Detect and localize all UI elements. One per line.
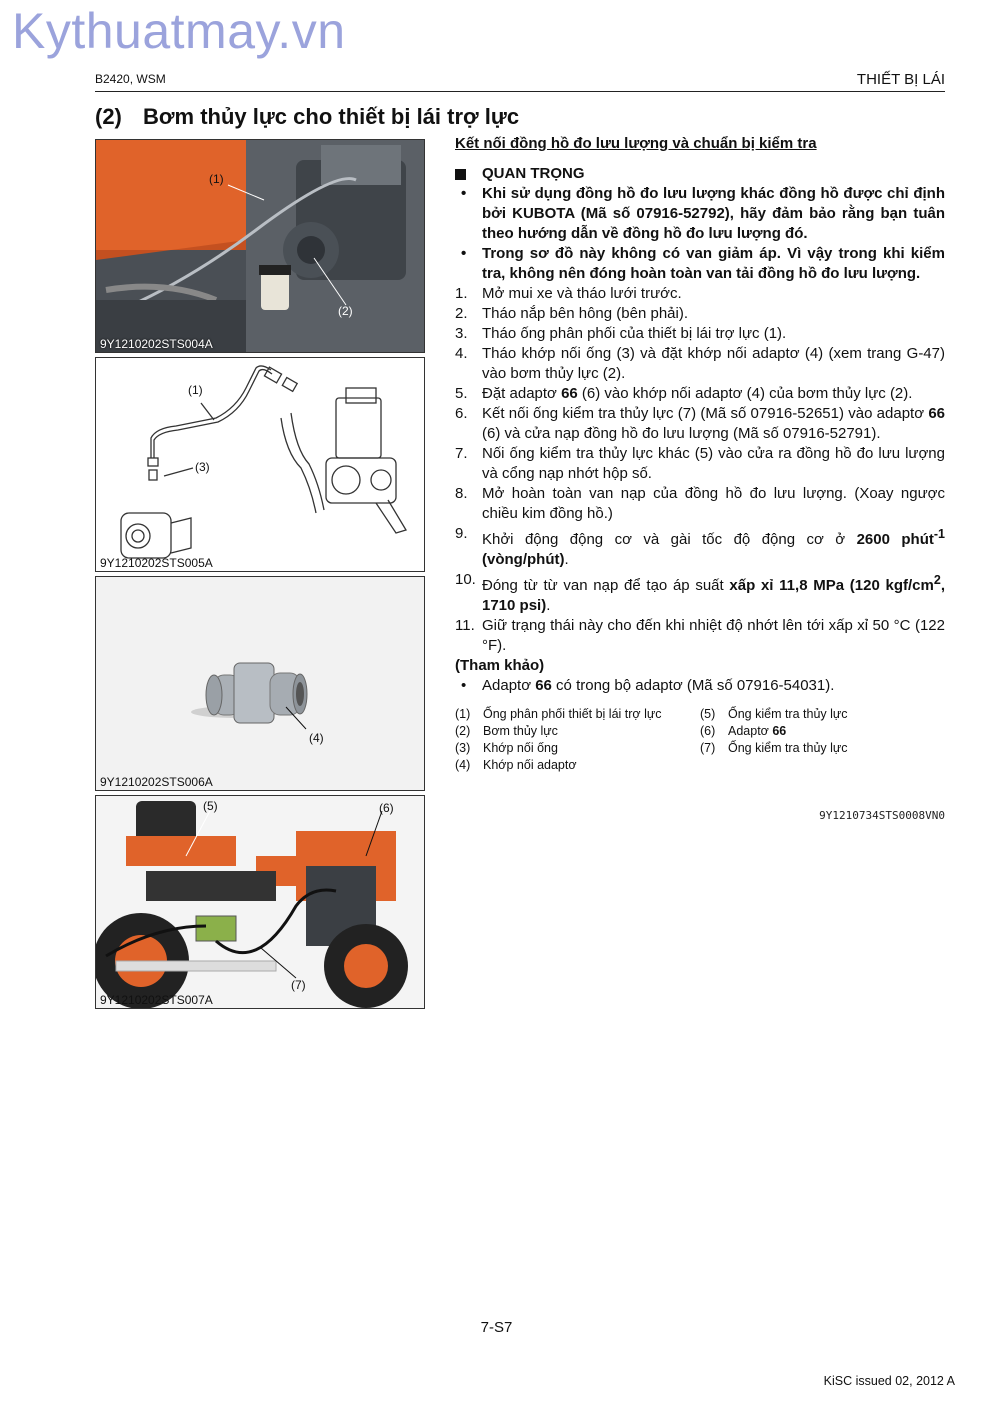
step-4: 4. Tháo khớp nối ống (3) và đặt khớp nối adaptơ (4) (xem trang G-47) vào bơm thủy lực (2). <box>455 345 945 382</box>
step-7: 7. Nối ống kiểm tra thủy lực khác (5) vào cửa ra đồng hồ đo lưu lượng và cổng nạp nhớt hộp số. <box>455 445 945 482</box>
step-3: 3. Tháo ống phân phối của thiết bị lái trợ lực (1). <box>455 325 787 342</box>
step-5: 5. Đặt adaptơ 66 (6) vào khớp nối adaptơ (4) của bơm thủy lực (2). <box>455 385 913 402</box>
pipe-diagram-illustration <box>96 358 424 571</box>
figure-tractor-photo <box>95 795 425 1009</box>
callout-2: (2) <box>338 304 353 318</box>
step-11: 11. Giữ trạng thái này cho đến khi nhiệt độ nhớt lên tới xấp xỉ 50 °C (122 °F). <box>455 617 945 654</box>
callout-6: (6) <box>379 801 394 815</box>
important-bullet: • Khi sử dụng đồng hồ đo lưu lượng khác đồng hồ được chỉ định bởi KUBOTA (Mã số 07916-52792), hãy đảm bảo rằng bạn tuân theo hướng dẫn về đồng hồ đo lưu lượng đó. <box>461 185 945 242</box>
legend-item: (1) Ống phân phối thiết bị lái trợ lực <box>455 707 662 721</box>
figure-caption: 9Y1210202STS007A <box>100 993 213 1007</box>
callout-4: (4) <box>309 731 324 745</box>
page-number: 7-S7 <box>480 1319 513 1336</box>
legend-item: (7) Ống kiểm tra thủy lực <box>700 741 848 755</box>
step-9: 9. Khởi động động cơ và gài tốc độ động cơ ở 2600 phút$^{-1}$ (vòng/phút). <box>455 525 945 568</box>
figure-engine-photo <box>95 139 425 353</box>
callout-5: (5) <box>203 799 218 813</box>
reference-heading: (Tham khảo) <box>455 657 545 674</box>
section-title <box>95 104 519 130</box>
tractor-photo-illustration <box>96 796 424 1008</box>
section-number: (2) <box>95 104 122 129</box>
adaptor-photo-illustration <box>96 577 424 790</box>
important-heading: QUAN TRỌNG <box>455 164 945 184</box>
header-model: B2420, WSM <box>95 72 166 86</box>
watermark: Kythuatmay.vn <box>12 3 346 59</box>
step-10: 10. Đóng từ từ van nạp để tạo áp suất xấp xỉ 11,8 MPa (120 kgf/$cm^2$, 1710 psi). <box>455 571 945 614</box>
issue-note: KiSC issued 02, 2012 A <box>823 1374 955 1388</box>
procedure-text <box>455 134 945 774</box>
header-rule <box>95 91 945 92</box>
callout-3: (3) <box>195 460 210 474</box>
section-title-text: Bơm thủy lực cho thiết bị lái trợ lực <box>143 104 520 129</box>
legend-item: (6) Adaptơ 66 <box>700 724 787 738</box>
figure-caption: 9Y1210202STS005A <box>100 556 213 570</box>
legend-item: (4) Khớp nối adaptơ <box>455 758 577 772</box>
callout-7: (7) <box>291 978 306 992</box>
parts-legend <box>455 706 945 774</box>
procedure-subheading: Kết nối đồng hồ đo lưu lượng và chuẩn bị kiểm tra <box>455 135 817 152</box>
callout-1: (1) <box>188 383 203 397</box>
document-id: 9Y1210734STS0008VN0 <box>819 809 945 822</box>
figure-adaptor-photo <box>95 576 425 791</box>
step-8: 8. Mở hoàn toàn van nạp của đồng hồ đo lưu lượng. (Xoay ngược chiều kim đồng hồ.) <box>455 485 945 522</box>
engine-photo-illustration <box>96 140 424 352</box>
reference-bullet: • Adaptơ 66 có trong bộ adaptơ (Mã số 07916-54031). <box>461 677 835 694</box>
step-2: 2. Tháo nắp bên hông (bên phải). <box>455 305 688 322</box>
step-1: 1. Mở mui xe và tháo lưới trước. <box>455 285 682 302</box>
figure-pipe-diagram <box>95 357 425 572</box>
figure-caption: 9Y1210202STS006A <box>100 775 213 789</box>
callout-1: (1) <box>209 172 224 186</box>
important-bullet: • Trong sơ đồ này không có van giảm áp. Vì vậy trong khi kiểm tra, không nên đóng hoàn toàn van tải đồng hồ đo lưu lượng. <box>461 245 945 282</box>
header-chapter: THIẾT BỊ LÁI <box>856 71 945 88</box>
figure-caption: 9Y1210202STS004A <box>100 337 213 351</box>
legend-item: (2) Bơm thủy lực <box>455 724 558 738</box>
legend-item: (5) Ống kiểm tra thủy lực <box>700 707 848 721</box>
legend-item: (3) Khớp nối ống <box>455 741 558 755</box>
step-6: 6. Kết nối ống kiểm tra thủy lực (7) (Mã số 07916-52651) vào adaptơ 66 (6) và cửa nạp đồng hồ đo lưu lượng (Mã số 07916-52791). <box>455 405 945 442</box>
